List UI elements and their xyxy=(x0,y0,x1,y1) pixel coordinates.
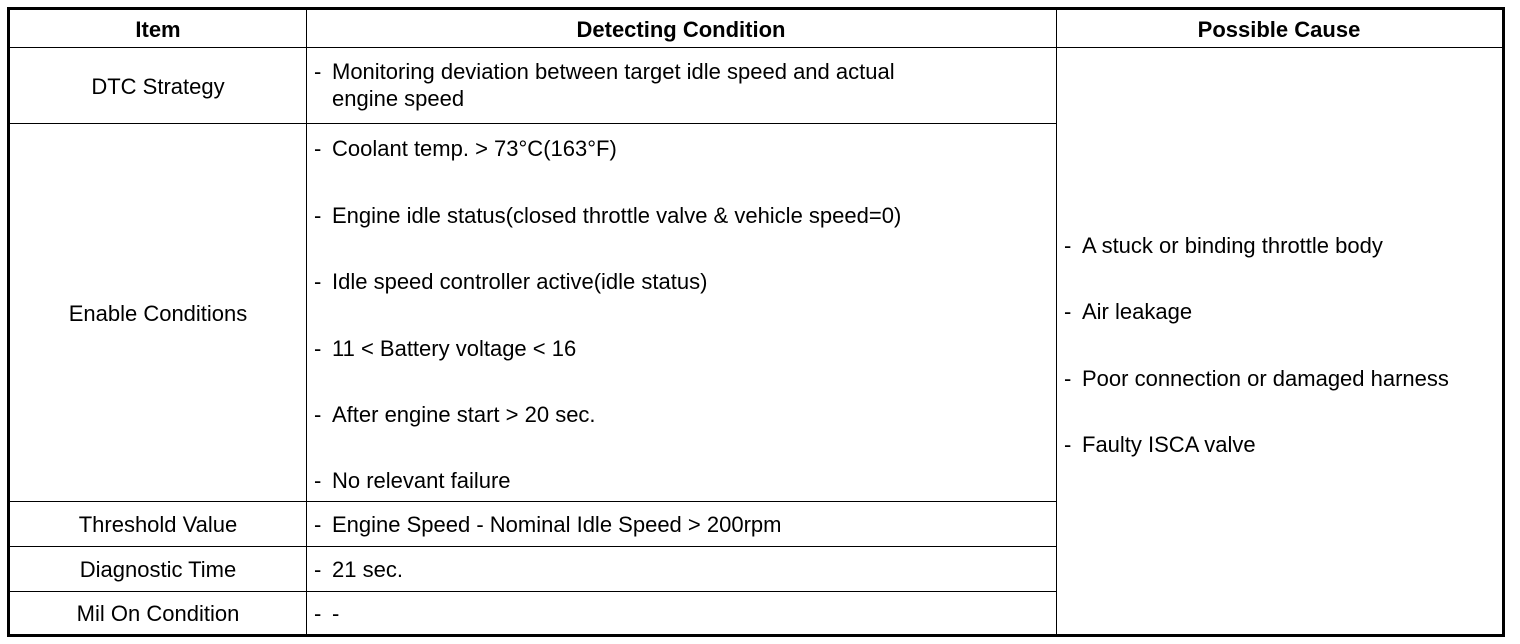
bullet-dash: - xyxy=(314,557,322,582)
header-detecting-condition: Detecting Condition xyxy=(576,16,786,42)
header-possible-cause: Possible Cause xyxy=(1197,16,1361,42)
detect-threshold-value: - Engine Speed - Nominal Idle Speed > 200rpm xyxy=(314,512,782,537)
item-enable-conditions: Enable Conditions xyxy=(68,300,248,326)
item-mil-on-condition: Mil On Condition xyxy=(76,600,240,626)
detect-mil-on-condition: - - xyxy=(314,601,340,626)
bullet-dash: - xyxy=(1064,233,1072,258)
header-item: Item xyxy=(135,16,181,42)
detect-dtc-strategy: - Monitoring deviation between target idle speed and actual engine speed xyxy=(314,59,895,111)
bullet-dash: - xyxy=(314,512,322,537)
bullet-dash: - xyxy=(314,601,322,626)
dtc-table xyxy=(7,7,1505,637)
bullet-dash: - xyxy=(1064,299,1072,324)
bullet-dash: - xyxy=(314,468,322,493)
bullet-dash: - xyxy=(314,59,322,84)
bullet-dash: - xyxy=(314,402,322,427)
bullet-dash: - xyxy=(314,336,322,361)
item-diagnostic-time: Diagnostic Time xyxy=(79,557,237,582)
bullet-dash: - xyxy=(314,136,322,161)
item-dtc-strategy: DTC Strategy xyxy=(91,73,225,99)
possible-cause-list: - A stuck or binding throttle body - Air leakage - Poor connection or damaged harness - Faulty ISCA valve xyxy=(1064,233,1449,457)
detect-enable-conditions: - Coolant temp. > 73°C(163°F) - Engine idle status(closed throttle valve & vehicle speed=0) - Idle speed controller active(idle status) - 11 < Battery voltage < 16 - After engine start > 20 sec. - No relevant failure xyxy=(314,136,902,493)
bullet-dash: - xyxy=(1064,432,1072,457)
item-threshold-value: Threshold Value xyxy=(78,512,238,537)
bullet-dash: - xyxy=(314,269,322,294)
bullet-dash: - xyxy=(314,203,322,228)
detect-diagnostic-time: - 21 sec. xyxy=(314,557,403,582)
bullet-dash: - xyxy=(1064,366,1072,391)
